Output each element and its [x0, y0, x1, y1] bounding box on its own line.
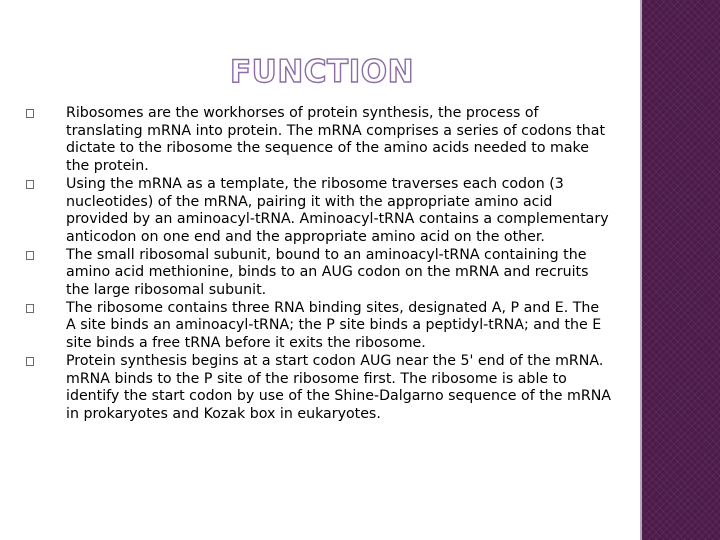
bullet-item-1	[22, 105, 612, 176]
bullet-text-4: The ribosome contains three RNA binding sites, designated A, P and E. The A site binds an aminoacyl-tRNA; the P site binds a peptidyl-tRNA; and the E site binds a free tRNA before it exits the ribosome.	[66, 299, 602, 352]
bullet-list	[22, 105, 612, 424]
bullet-text-2: Using the mRNA as a template, the ribosome traverses each codon (3 nucleotides) of the mRNA, pairing it with the appropriate amino acid provided by an aminoacyl-tRNA. Aminoacyl-tRNA contains a complementary anticodon on one end and the appropriate amino acid on the other.	[66, 175, 609, 245]
bullet-item-2	[22, 176, 612, 247]
square-bullet-icon	[26, 180, 34, 189]
bullet-text-3: The small ribosomal subunit, bound to an aminoacyl-tRNA containing the amino acid methionine, binds to an AUG codon on the mRNA and recruits the large ribosomal subunit.	[66, 246, 589, 299]
square-bullet-icon	[26, 357, 34, 366]
square-bullet-icon	[26, 251, 34, 260]
bullet-item-5	[22, 353, 612, 424]
bullet-item-3	[22, 247, 612, 300]
decorative-sidebar	[642, 0, 720, 540]
bullet-text-1: Ribosomes are the workhorses of protein synthesis, the process of translating mRNA into protein. The mRNA comprises a series of codons that dictate to the ribosome the sequence of the amino acids needed to make the protein.	[66, 105, 606, 175]
square-bullet-icon	[26, 109, 34, 118]
bullet-item-4	[22, 300, 612, 353]
slide-title: FUNCTION	[230, 54, 415, 90]
bullet-text-5: Protein synthesis begins at a start codon AUG near the 5' end of the mRNA. mRNA binds to the P site of the ribosome first. The ribosome is able to identify the start codon by use of the Shine-Dalgarno sequence of the mRNA in prokaryotes and Kozak box in eukaryotes.	[66, 352, 612, 422]
square-bullet-icon	[26, 304, 34, 313]
